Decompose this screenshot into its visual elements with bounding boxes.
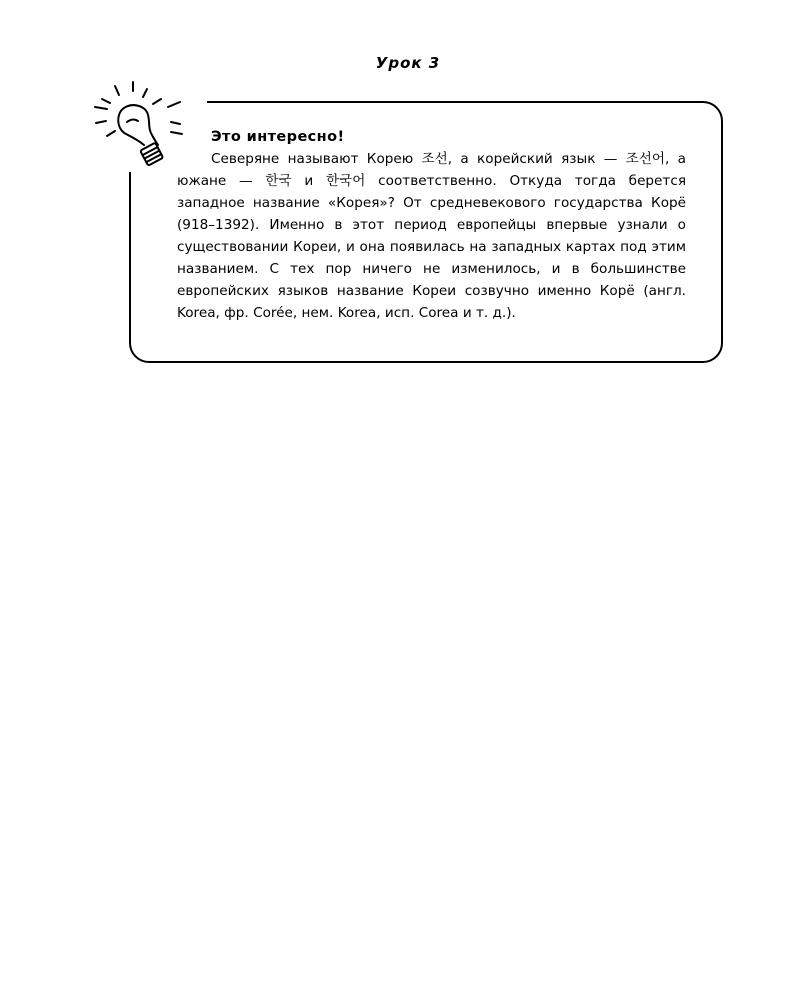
page-header: Урок 3 xyxy=(375,54,441,72)
note-title: Это интересно! xyxy=(211,129,345,145)
note-body: Северяне называют Корею 조선, а корейский язык — 조선어, а южане — 한국 и 한국어 соответственно. Откуда тогда берется западное название «Корея»? От средневекового государства Корё (918–1392). Именно в этот период европейцы впервые узнали о существовании Кореи, и она появилась на западных картах под этим названием. С тех пор ничего не изменилось, и в большинстве европейских языков название Кореи созвучно именно Корё (англ. Korea, фр. Corée, нем. Korea, исп. Corea и т. д.). xyxy=(177,151,686,321)
note-content xyxy=(177,126,686,324)
